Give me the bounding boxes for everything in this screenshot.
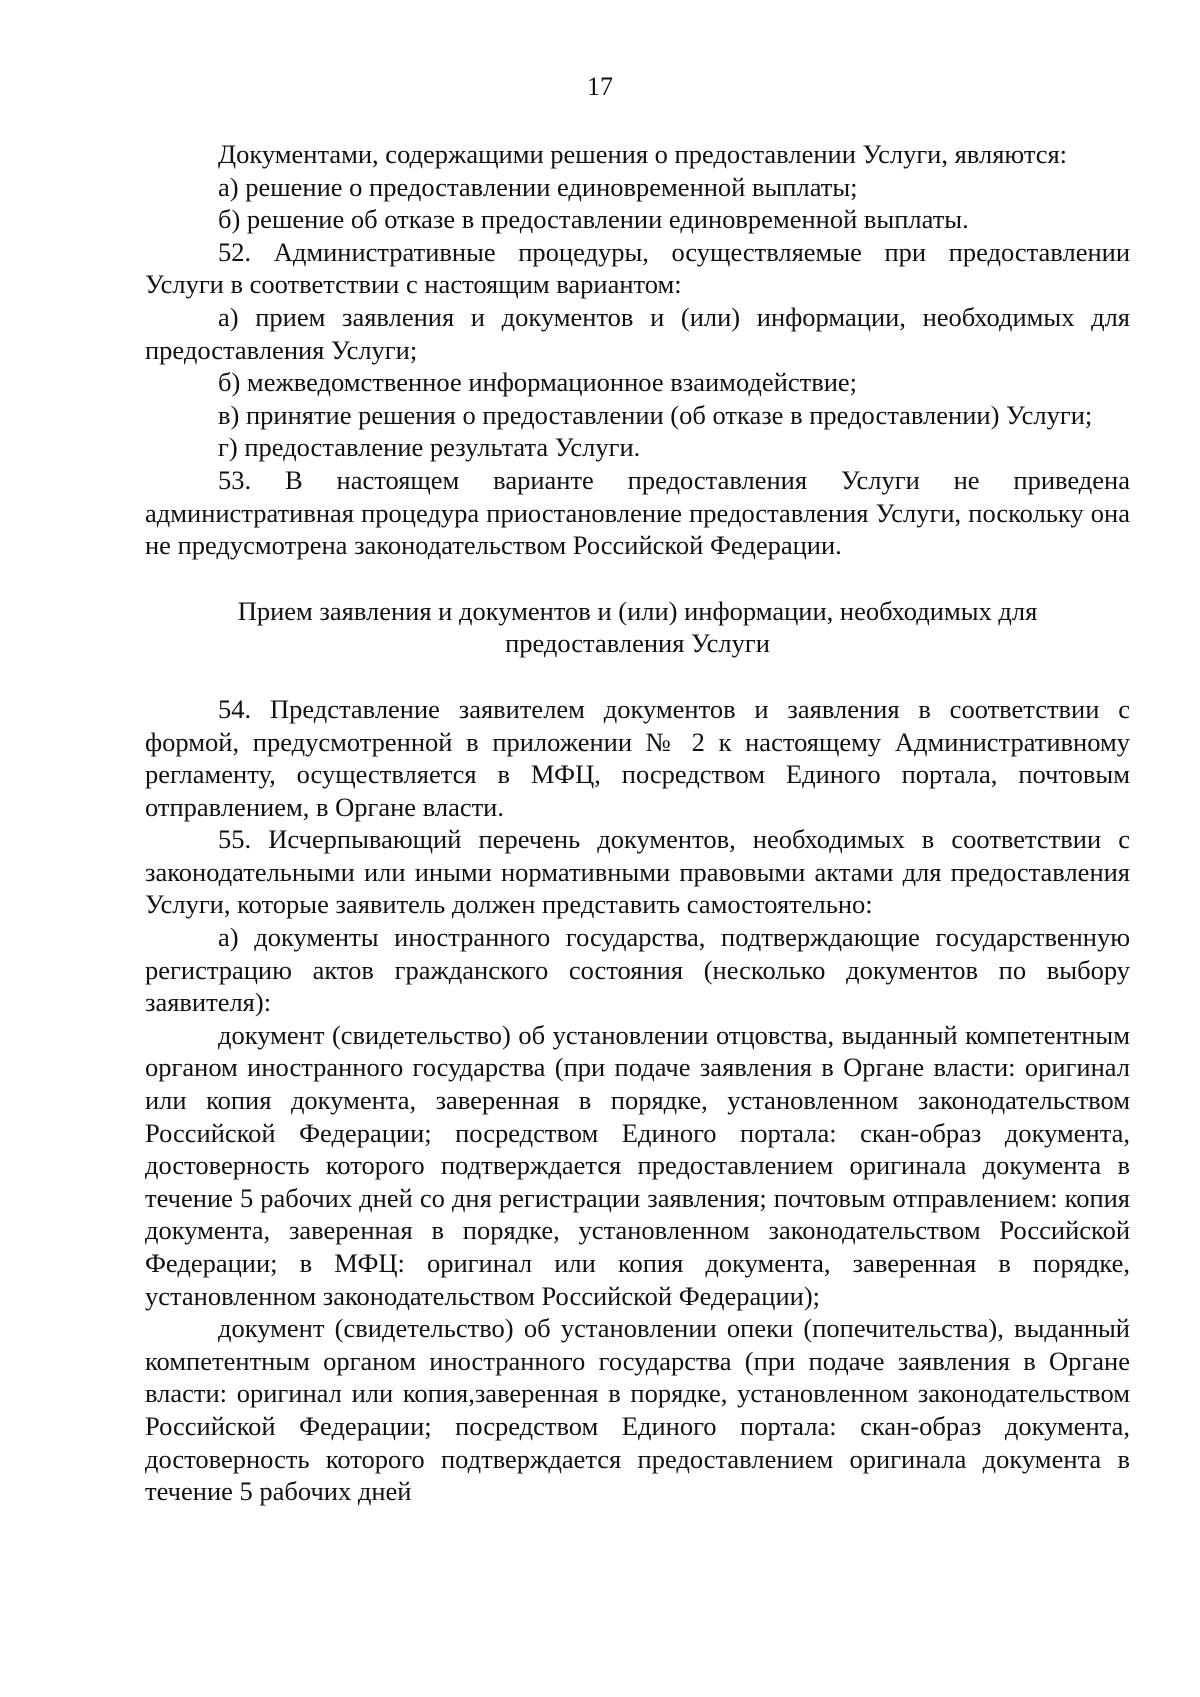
paragraph: г) предоставление результата Услуги.: [218, 432, 641, 463]
paragraph: б) решение об отказе в предоставлении единовременной выплаты.: [218, 204, 969, 235]
paragraph: а) решение о предоставлении единовременной выплаты;: [218, 171, 858, 202]
paragraph: а) документы иностранного государства, подтверждающие государственную регистрацию актов гражданского состояния (несколько документов по выбору заявителя):: [145, 922, 1130, 1018]
paragraph: б) межведомственное информационное взаимодействие;: [218, 367, 858, 398]
paragraph: а) прием заявления и документов и (или) информации, необходимых для предоставления Услуги;: [145, 301, 1130, 365]
paragraph: документ (свидетельство) об установлении отцовства, выданный компетентным органом иностранного государства (при подаче заявления в Органе власти: оригинал или копия документа, заверенная в порядке, установленном законодательством Российской Федерации; посредством Единого портала: скан-образ документа, достоверность которого подтверждается предоставлением оригинала документа в течение 5 рабочих дней со дня регистрации заявления; почтовым отправлением: копия документа, заверенная в порядке, установленном законодательством Российской Федерации; в МФЦ: оригинал или копия документа, заверенная в порядке, установленном законодательством Российской Федерации);: [145, 1019, 1130, 1311]
document-body: [145, 138, 1130, 1508]
page-number: 17: [587, 72, 613, 101]
paragraph: в) принятие решения о предоставлении (об отказе в предоставлении) Услуги;: [218, 399, 1093, 430]
paragraph: 54. Представление заявителем документов и заявления в соответствии с формой, предусмотренной в приложении № 2 к настоящему Административному регламенту, осуществляется в МФЦ, посредством Единого портала, почтовым отправлением, в Органе власти.: [145, 693, 1130, 822]
paragraph: Документами, содержащими решения о предоставлении Услуги, являются:: [218, 139, 1068, 169]
paragraph: документ (свидетельство) об установлении опеки (попечительства), выданный компетентным органом иностранного государства (при подаче заявления в Органе власти: оригинал или копия,заверенная в порядке, установленном законодательством Российской Федерации; посредством Единого портала: скан-образ документа, достоверность которого подтверждается предоставлением оригинала документа в течение 5 рабочих дней: [145, 1313, 1130, 1507]
paragraph: 52. Административные процедуры, осуществляемые при предоставлении Услуги в соответствии с настоящим вариантом:: [145, 236, 1130, 300]
paragraph: 55. Исчерпывающий перечень документов, необходимых в соответствии с законодательными или иными нормативными правовыми актами для предоставления Услуги, которые заявитель должен представить самостоятельно:: [145, 824, 1130, 920]
section-heading: Прием заявления и документов и (или) информации, необходимых для предоставления Услуги: [237, 595, 1038, 659]
paragraph: 53. В настоящем варианте предоставления Услуги не приведена административная процедура приостановление предоставления Услуги, поскольку она не предусмотрена законодательством Российской Федерации.: [145, 464, 1130, 561]
